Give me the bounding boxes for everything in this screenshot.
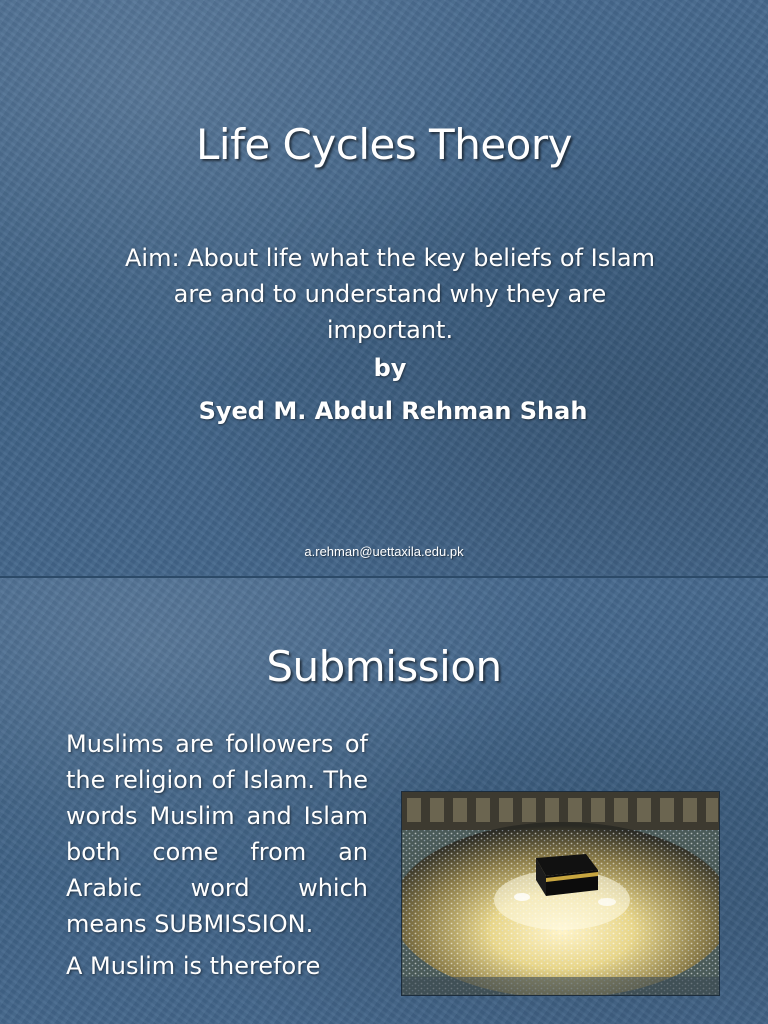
kaaba-photo-icon	[401, 791, 720, 996]
author-name: Syed M. Abdul Rehman Shah	[198, 397, 588, 425]
submission-paragraph-1: Muslims are followers of the religion of Islam. The words Muslim and Islam both come from an Arabic word which means SUBMISSION.	[66, 730, 368, 938]
submission-body	[66, 726, 368, 990]
aim-text: Aim: About life what the key beliefs of Islam are and to understand why they are important.	[125, 244, 655, 344]
by-label: by	[373, 354, 407, 382]
submission-heading: Submission	[266, 642, 502, 691]
slide-submission	[0, 578, 768, 1024]
submission-paragraph-2: A Muslim is therefore	[66, 952, 321, 980]
author-email: a.rehman@uettaxila.edu.pk	[304, 544, 464, 559]
slide-title-heading: Life Cycles Theory	[196, 120, 572, 169]
